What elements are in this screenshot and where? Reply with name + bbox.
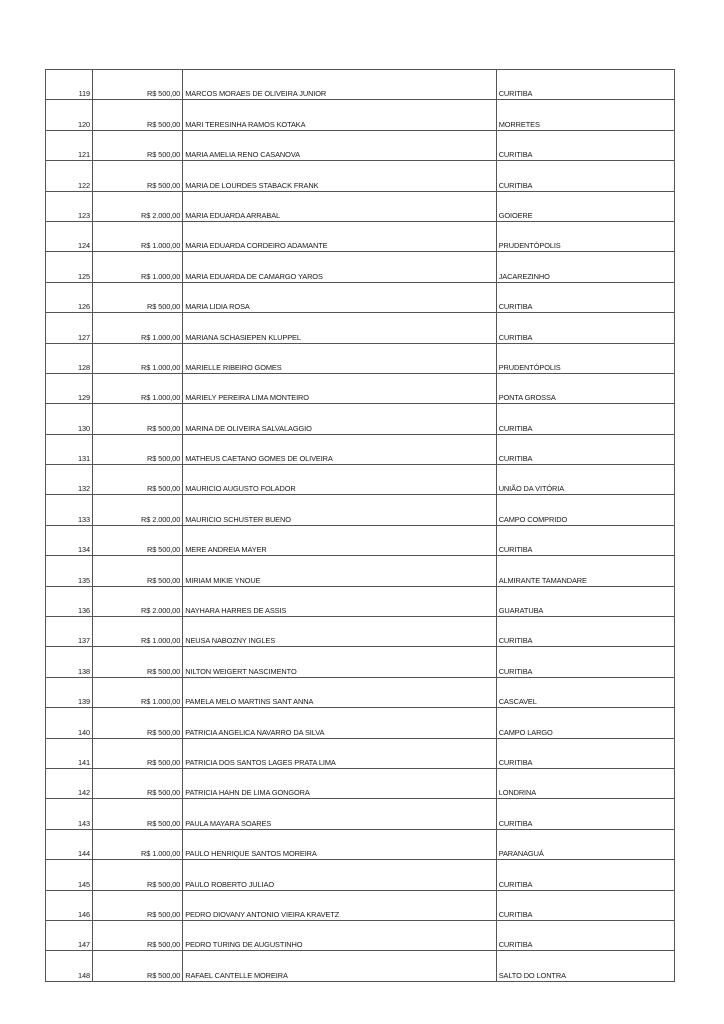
person-name-cell: MARIANA SCHASIEPEN KLUPPEL — [183, 313, 496, 343]
city-cell: PONTA GROSSA — [496, 373, 674, 403]
person-name-cell: RAFAEL CANTELLE MOREIRA — [183, 951, 496, 981]
city-cell: CURITIBA — [496, 920, 674, 950]
table-row — [46, 708, 675, 738]
person-name-cell: MARINA DE OLIVEIRA SALVALAGGIO — [183, 404, 496, 434]
table-row — [46, 343, 675, 373]
table-row — [46, 100, 675, 130]
row-number-cell: 143 — [46, 799, 93, 829]
person-name-cell: PEDRO DIOVANY ANTONIO VIEIRA KRAVETZ — [183, 890, 496, 920]
table-row — [46, 556, 675, 586]
table-row — [46, 495, 675, 525]
city-cell: CURITIBA — [496, 282, 674, 312]
row-number-cell: 132 — [46, 465, 93, 495]
table-body — [46, 70, 675, 982]
person-name-cell: MAURICIO AUGUSTO FOLADOR — [183, 465, 496, 495]
city-cell: JACAREZINHO — [496, 252, 674, 282]
row-number-cell: 139 — [46, 677, 93, 707]
table-row — [46, 161, 675, 191]
row-number-cell: 129 — [46, 373, 93, 403]
person-name-cell: PATRICIA HAHN DE LIMA GONGORA — [183, 768, 496, 798]
table-row — [46, 920, 675, 950]
table-row — [46, 647, 675, 677]
amount-cell: R$ 500,00 — [93, 434, 183, 464]
person-name-cell: MARIELY PEREIRA LIMA MONTEIRO — [183, 373, 496, 403]
row-number-cell: 145 — [46, 860, 93, 890]
row-number-cell: 122 — [46, 161, 93, 191]
amount-cell: R$ 500,00 — [93, 647, 183, 677]
amount-cell: R$ 500,00 — [93, 556, 183, 586]
amount-cell: R$ 500,00 — [93, 920, 183, 950]
table-row — [46, 130, 675, 160]
row-number-cell: 120 — [46, 100, 93, 130]
city-cell: CURITIBA — [496, 738, 674, 768]
amount-cell: R$ 1.000,00 — [93, 252, 183, 282]
table-row — [46, 191, 675, 221]
city-cell: PARANAGUÁ — [496, 829, 674, 859]
row-number-cell: 123 — [46, 191, 93, 221]
row-number-cell: 134 — [46, 525, 93, 555]
table-row — [46, 799, 675, 829]
person-name-cell: NEUSA NABOZNY INGLES — [183, 617, 496, 647]
table-row — [46, 465, 675, 495]
amount-cell: R$ 500,00 — [93, 860, 183, 890]
row-number-cell: 126 — [46, 282, 93, 312]
row-number-cell: 142 — [46, 768, 93, 798]
person-name-cell: PAULO HENRIQUE SANTOS MOREIRA — [183, 829, 496, 859]
city-cell: CAMPO COMPRIDO — [496, 495, 674, 525]
row-number-cell: 140 — [46, 708, 93, 738]
city-cell: GUARATUBA — [496, 586, 674, 616]
amount-cell: R$ 1.000,00 — [93, 221, 183, 251]
person-name-cell: PAULO ROBERTO JULIAO — [183, 860, 496, 890]
city-cell: MORRETES — [496, 100, 674, 130]
row-number-cell: 141 — [46, 738, 93, 768]
person-name-cell: MARIA EDUARDA ARRABAL — [183, 191, 496, 221]
city-cell: CURITIBA — [496, 404, 674, 434]
table-row — [46, 890, 675, 920]
table-row — [46, 738, 675, 768]
row-number-cell: 127 — [46, 313, 93, 343]
city-cell: CURITIBA — [496, 799, 674, 829]
amount-cell: R$ 2.000,00 — [93, 495, 183, 525]
person-name-cell: MARIA AMELIA RENO CASANOVA — [183, 130, 496, 160]
table-row — [46, 70, 675, 100]
person-name-cell: PEDRO TURING DE AUGUSTINHO — [183, 920, 496, 950]
amount-cell: R$ 1.000,00 — [93, 829, 183, 859]
city-cell: LONDRINA — [496, 768, 674, 798]
amount-cell: R$ 2.000,00 — [93, 191, 183, 221]
amount-cell: R$ 500,00 — [93, 130, 183, 160]
table-row — [46, 313, 675, 343]
amount-cell: R$ 500,00 — [93, 70, 183, 100]
row-number-cell: 144 — [46, 829, 93, 859]
amount-cell: R$ 500,00 — [93, 100, 183, 130]
person-name-cell: PATRICIA DOS SANTOS LAGES PRATA LIMA — [183, 738, 496, 768]
person-name-cell: MARIA EDUARDA DE CAMARGO YAROS — [183, 252, 496, 282]
city-cell: CASCAVEL — [496, 677, 674, 707]
amount-cell: R$ 1.000,00 — [93, 343, 183, 373]
amount-cell: R$ 500,00 — [93, 525, 183, 555]
person-name-cell: MARIELLE RIBEIRO GOMES — [183, 343, 496, 373]
amount-cell: R$ 1.000,00 — [93, 677, 183, 707]
person-name-cell: PAMELA MELO MARTINS SANT ANNA — [183, 677, 496, 707]
city-cell: CURITIBA — [496, 130, 674, 160]
city-cell: CURITIBA — [496, 70, 674, 100]
table-row — [46, 252, 675, 282]
row-number-cell: 124 — [46, 221, 93, 251]
amount-cell: R$ 1.000,00 — [93, 617, 183, 647]
city-cell: CURITIBA — [496, 161, 674, 191]
row-number-cell: 148 — [46, 951, 93, 981]
amount-cell: R$ 500,00 — [93, 799, 183, 829]
table-row — [46, 282, 675, 312]
amount-cell: R$ 500,00 — [93, 161, 183, 191]
amount-cell: R$ 500,00 — [93, 282, 183, 312]
table-row — [46, 404, 675, 434]
table-row — [46, 617, 675, 647]
amount-cell: R$ 2.000,00 — [93, 586, 183, 616]
city-cell: CURITIBA — [496, 617, 674, 647]
recipients-table — [45, 69, 675, 982]
city-cell: ALMIRANTE TAMANDARE — [496, 556, 674, 586]
city-cell: SALTO DO LONTRA — [496, 951, 674, 981]
city-cell: CURITIBA — [496, 647, 674, 677]
amount-cell: R$ 500,00 — [93, 768, 183, 798]
row-number-cell: 128 — [46, 343, 93, 373]
city-cell: UNIÃO DA VITÓRIA — [496, 465, 674, 495]
person-name-cell: MARIA LIDIA ROSA — [183, 282, 496, 312]
row-number-cell: 135 — [46, 556, 93, 586]
person-name-cell: MARCOS MORAES DE OLIVEIRA JUNIOR — [183, 70, 496, 100]
row-number-cell: 146 — [46, 890, 93, 920]
city-cell: CURITIBA — [496, 434, 674, 464]
city-cell: PRUDENTÓPOLIS — [496, 343, 674, 373]
amount-cell: R$ 500,00 — [93, 465, 183, 495]
city-cell: CURITIBA — [496, 890, 674, 920]
amount-cell: R$ 500,00 — [93, 738, 183, 768]
row-number-cell: 133 — [46, 495, 93, 525]
amount-cell: R$ 500,00 — [93, 890, 183, 920]
city-cell: PRUDENTÓPOLIS — [496, 221, 674, 251]
table-row — [46, 829, 675, 859]
person-name-cell: MAURICIO SCHUSTER BUENO — [183, 495, 496, 525]
amount-cell: R$ 1.000,00 — [93, 373, 183, 403]
table-row — [46, 951, 675, 981]
person-name-cell: MIRIAM MIKIE YNOUE — [183, 556, 496, 586]
person-name-cell: NAYHARA HARRES DE ASSIS — [183, 586, 496, 616]
person-name-cell: MARIA EDUARDA CORDEIRO ADAMANTE — [183, 221, 496, 251]
city-cell: CAMPO LARGO — [496, 708, 674, 738]
table-row — [46, 373, 675, 403]
city-cell: GOIOERE — [496, 191, 674, 221]
row-number-cell: 131 — [46, 434, 93, 464]
row-number-cell: 136 — [46, 586, 93, 616]
row-number-cell: 138 — [46, 647, 93, 677]
person-name-cell: MATHEUS CAETANO GOMES DE OLIVEIRA — [183, 434, 496, 464]
table-row — [46, 434, 675, 464]
table-row — [46, 677, 675, 707]
row-number-cell: 125 — [46, 252, 93, 282]
person-name-cell: MARIA DE LOURDES STABACK FRANK — [183, 161, 496, 191]
person-name-cell: NILTON WEIGERT NASCIMENTO — [183, 647, 496, 677]
row-number-cell: 137 — [46, 617, 93, 647]
person-name-cell: MERE ANDREIA MAYER — [183, 525, 496, 555]
amount-cell: R$ 1.000,00 — [93, 313, 183, 343]
city-cell: CURITIBA — [496, 525, 674, 555]
table-row — [46, 860, 675, 890]
row-number-cell: 121 — [46, 130, 93, 160]
row-number-cell: 147 — [46, 920, 93, 950]
person-name-cell: PAULA MAYARA SOARES — [183, 799, 496, 829]
city-cell: CURITIBA — [496, 860, 674, 890]
person-name-cell: PATRICIA ANGELICA NAVARRO DA SILVA — [183, 708, 496, 738]
amount-cell: R$ 500,00 — [93, 708, 183, 738]
row-number-cell: 130 — [46, 404, 93, 434]
table-row — [46, 221, 675, 251]
row-number-cell: 119 — [46, 70, 93, 100]
table-row — [46, 768, 675, 798]
amount-cell: R$ 500,00 — [93, 951, 183, 981]
city-cell: CURITIBA — [496, 313, 674, 343]
table-row — [46, 525, 675, 555]
amount-cell: R$ 500,00 — [93, 404, 183, 434]
table-row — [46, 586, 675, 616]
person-name-cell: MARI TERESINHA RAMOS KOTAKA — [183, 100, 496, 130]
